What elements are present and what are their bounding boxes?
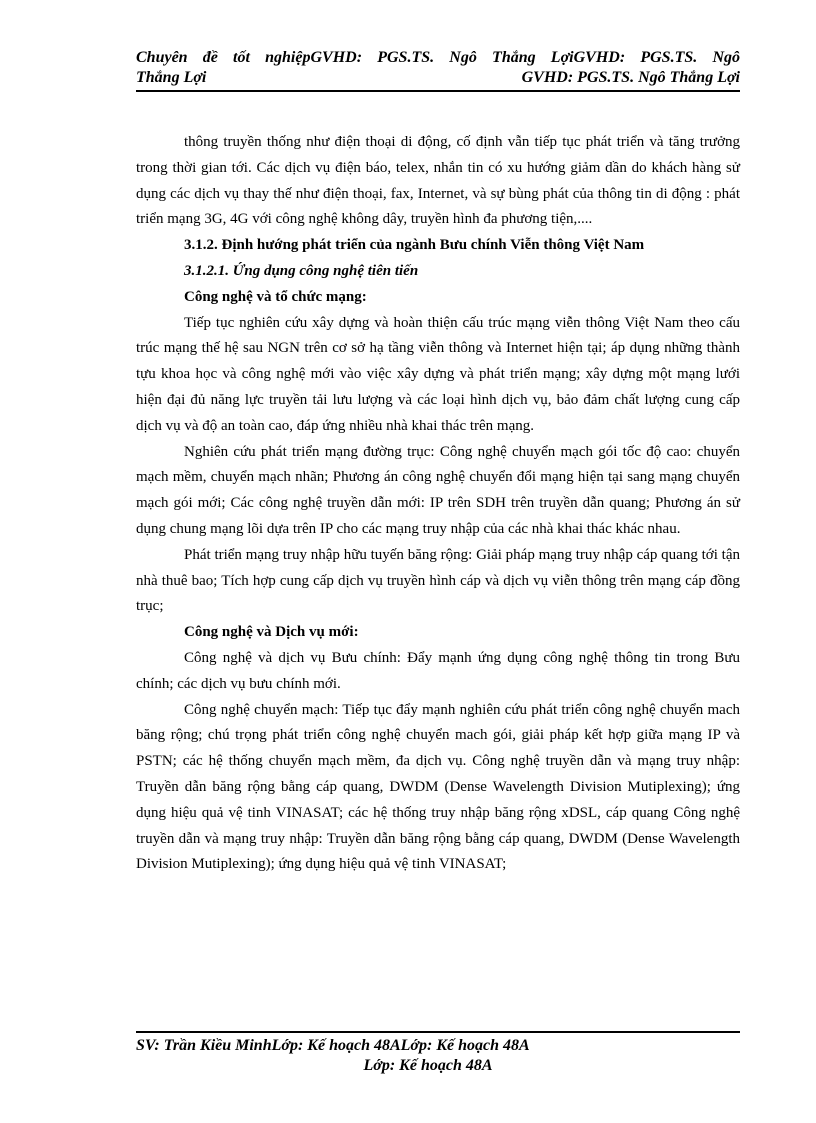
paragraph-backbone: Nghiên cứu phát triển mạng đường trục: Công nghệ chuyển mạch gói tốc độ cao: chuyển mạch mềm, chuyển mạch nhãn; Phương án công nghệ chuyển đổi mạng hiện tại sang mạng chuyển mạch gói mới; Các công nghệ truyền dẫn mới: IP trên SDH trên truyền dẫn quang; Phương án sử dụng chung mạng lõi dựa trên IP cho các mạng truy nhập của các nhà khai thác khác nhau. (136, 443, 740, 537)
paragraph-access-network: Phát triển mạng truy nhập hữu tuyến băng rộng: Giải pháp mạng truy nhập cáp quang tới tận nhà thuê bao; Tích hợp cung cấp dịch vụ truyền hình cáp và dịch vụ viễn thông trên mạng cáp đồng trục; (136, 546, 740, 615)
header-divider (136, 90, 740, 92)
topic-heading-services: Công nghệ và Dịch vụ mới: (184, 624, 359, 641)
footer-divider (136, 1031, 740, 1033)
paragraph-intro: thông truyền thống như điện thoại di động, cố định vẫn tiếp tục phát triển và tăng trưởng trong thời gian tới. Các dịch vụ điện báo, telex, nhắn tin có xu hướng giảm dần do khách hàng sử dụng các dịch vụ thay thế như điện thoại, fax, Internet, và sự bùng phát của thông tin di động : phát triển mạng 3G, 4G với công nghệ không dây, truyền hình đa phương tiện,.... (136, 134, 740, 228)
section-heading: 3.1.2. Định hướng phát triển của ngành Bưu chính Viễn thông Việt Nam (184, 237, 645, 254)
paragraph-switching-tech: Công nghệ chuyển mạch: Tiếp tục đẩy mạnh nghiên cứu phát triển công nghệ chuyển mach băng rộng; chú trọng phát triển công nghệ chuyển mach gói, giải pháp kết hợp giữa mạng IP và PSTN; các hệ thống chuyển mạch mềm, đa dịch vụ. Công nghệ truyền dẫn và mạng truy nhập: Truyền dẫn băng rộng bằng cáp quang, DWDM (Dense Wavelength Division Mutiplexing); ứng dụng hiệu quả vệ tinh VINASAT; các hệ thống truy nhập băng rộng xDSL, cáp quang Công nghệ truyền dẫn và mạng truy nhập: Truyền dẫn băng rộng bằng cáp quang, DWDM (Dense Wavelength Division Mutiplexing); ứng dụng hiệu quả vệ tinh VINASAT; (136, 701, 740, 873)
page-header (136, 48, 740, 88)
header-line-2-right: GVHD: PGS.TS. Ngô Thắng Lợi (521, 69, 740, 86)
topic-heading-network: Công nghệ và tổ chức mạng: (184, 288, 367, 305)
document-body (136, 130, 740, 878)
header-line-2-left: Thắng Lợi (136, 69, 207, 86)
paragraph-network-structure: Tiếp tục nghiên cứu xây dựng và hoàn thiện cấu trúc mạng viễn thông Việt Nam theo cấu trúc mạng thế hệ sau NGN trên cơ sở hạ tầng viễn thông và Internet hiện tại; áp dụng những thành tựu khoa học và công nghệ mới vào việc xây dựng và phát triển mạng; xây dựng một mạng lưới hiện đại đủ năng lực truyền tải lưu lượng và các loại hình dịch vụ, bảo đảm chất lượng cung cấp dịch vụ và độ an toàn cao, đáp ứng nhiều nhà khai thác trên mạng. (136, 314, 740, 434)
paragraph-postal-tech: Công nghệ và dịch vụ Bưu chính: Đẩy mạnh ứng dụng công nghệ thông tin trong Bưu chính; các dịch vụ bưu chính mới. (136, 649, 740, 692)
footer-line-2: Lớp: Kế hoạch 48A (363, 1057, 493, 1074)
header-line-2 (136, 68, 740, 88)
subsection-heading: 3.1.2.1. Ứng dụng công nghệ tiên tiến (184, 262, 419, 279)
page-footer (136, 1036, 740, 1076)
header-line-1: Chuyên đề tốt nghiệpGVHD: PGS.TS. Ngô Thắng LợiGVHD: PGS.TS. Ngô (136, 49, 740, 66)
footer-line-1: SV: Trần Kiều MinhLớp: Kế hoạch 48ALớp: Kế hoạch 48A (136, 1037, 530, 1054)
